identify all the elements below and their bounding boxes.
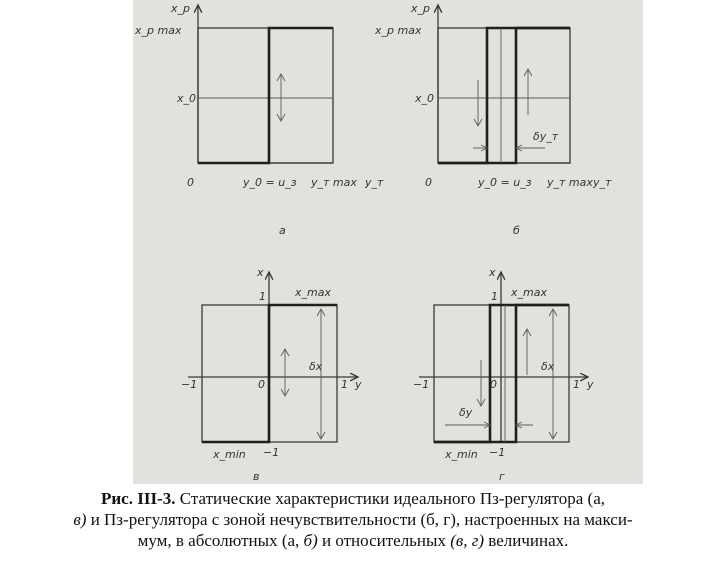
neg-one-label: −1 bbox=[413, 378, 430, 391]
axis-x-label: y_т bbox=[593, 176, 612, 189]
xp-max-label: x_p max bbox=[135, 24, 182, 37]
caption-text-4: мум, в абсолютных (а, bbox=[137, 531, 304, 550]
dead-zone-label: δy_т bbox=[533, 130, 559, 143]
origin-label: 0 bbox=[258, 378, 265, 391]
bottom-neg-label: −1 bbox=[263, 446, 280, 459]
figure bbox=[133, 0, 643, 484]
top-one-label: 1 bbox=[259, 290, 266, 303]
xmin-label: x_min bbox=[213, 448, 246, 461]
panel-g bbox=[413, 266, 594, 483]
axis-y-label: x_p bbox=[171, 2, 190, 15]
axis-y-label: x bbox=[257, 266, 264, 279]
panel-b bbox=[374, 2, 612, 237]
neg-one-label: −1 bbox=[181, 378, 198, 391]
axis-y-label: x_p bbox=[411, 2, 430, 15]
panel-letter: в bbox=[253, 470, 260, 483]
panel-a bbox=[134, 2, 384, 237]
delta-label: δx bbox=[541, 360, 555, 373]
caption-text-7: (в, г) bbox=[450, 531, 485, 550]
axis-x-label: y bbox=[355, 378, 362, 391]
origin-label: 0 bbox=[490, 378, 497, 391]
characteristic-line bbox=[202, 305, 337, 442]
x0-label: x_0 bbox=[177, 92, 197, 105]
pos-one-label: 1 bbox=[341, 378, 348, 391]
figure-caption bbox=[0, 488, 706, 551]
xmin-label: x_min bbox=[445, 448, 478, 461]
caption-text-5: б) bbox=[303, 531, 318, 550]
axis-x-label: y bbox=[587, 378, 594, 391]
origin-label: 0 bbox=[425, 176, 432, 189]
axis-x-label: y_т bbox=[365, 176, 384, 189]
caption-text-2: в) bbox=[73, 510, 87, 529]
panel-letter: а bbox=[279, 224, 286, 237]
panel-v bbox=[181, 266, 362, 483]
caption-text-8: величинах. bbox=[484, 531, 569, 550]
top-one-label: 1 bbox=[491, 290, 498, 303]
dead-zone-label: δy bbox=[459, 406, 473, 419]
y0-label: y_0 = u_з bbox=[243, 176, 297, 189]
x0-label: x_0 bbox=[415, 92, 435, 105]
frame bbox=[198, 28, 333, 163]
caption-text-3: и Пз-регулятора с зоной нечувствительности (б, г), настроенных на макси- bbox=[86, 510, 633, 529]
origin-label: 0 bbox=[187, 176, 194, 189]
caption-text-1: Статические характеристики идеального Пз-регулятора (а, bbox=[175, 489, 605, 508]
panel-letter: б bbox=[513, 224, 520, 237]
yt-max-label: y_т max bbox=[311, 176, 357, 189]
xp-max-label: x_p max bbox=[375, 24, 422, 37]
pos-one-label: 1 bbox=[573, 378, 580, 391]
panel-letter: г bbox=[499, 470, 505, 483]
characteristic-line bbox=[198, 28, 333, 163]
bottom-neg-label: −1 bbox=[489, 446, 506, 459]
delta-label: δx bbox=[309, 360, 323, 373]
xmax-label: x_max bbox=[295, 286, 331, 299]
caption-text-6: и относительных bbox=[317, 531, 451, 550]
axis-y-label: x bbox=[489, 266, 496, 279]
yt-max-label: y_т max bbox=[547, 176, 593, 189]
figure-drawing bbox=[133, 0, 643, 484]
xmax-label: x_max bbox=[511, 286, 547, 299]
caption-label: Рис. III-3. bbox=[101, 489, 176, 508]
y0-label: y_0 = u_з bbox=[478, 176, 532, 189]
